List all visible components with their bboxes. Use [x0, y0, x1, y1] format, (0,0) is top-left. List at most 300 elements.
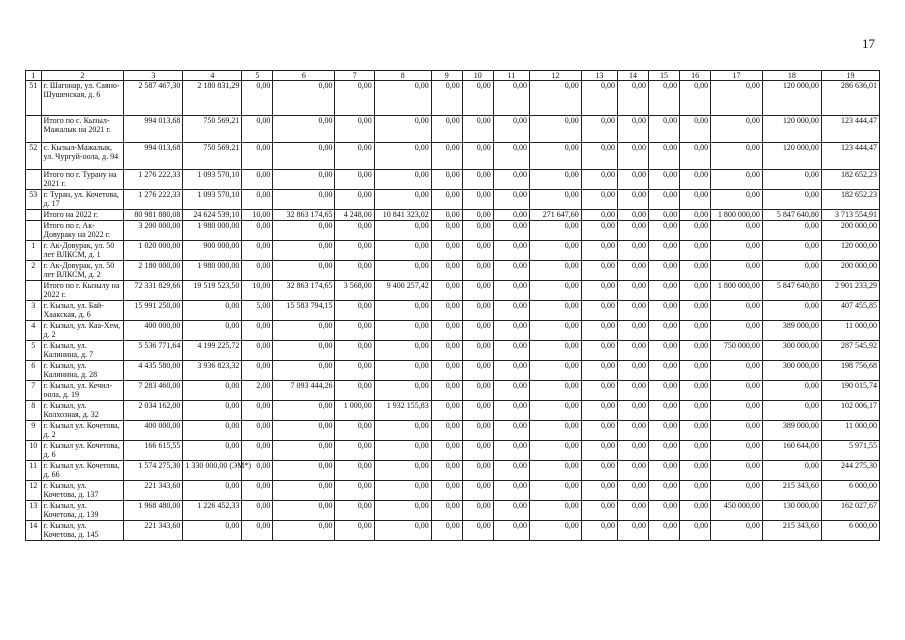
amount-cell: 0,00: [335, 190, 374, 210]
amount-cell: 0,00: [680, 421, 711, 441]
amount-cell: 0,00: [762, 170, 821, 190]
table-row: [26, 301, 880, 321]
amount-cell: 0,00: [493, 501, 529, 521]
column-header: 7: [335, 71, 374, 81]
amount-cell: 0,00: [711, 521, 763, 541]
amount-cell: 0,00: [462, 81, 493, 116]
amount-cell: 0,00: [273, 143, 335, 170]
amount-cell: 0,00: [183, 401, 242, 421]
amount-cell: 0,00: [183, 301, 242, 321]
amount-cell: 0,00: [649, 301, 680, 321]
amount-cell: 0,00: [581, 116, 617, 143]
amount-cell: 0,00: [762, 221, 821, 241]
amount-cell: 0,00: [335, 501, 374, 521]
amount-cell: 10,00: [242, 210, 273, 221]
table-row: [26, 190, 880, 210]
row-number-cell: 10: [26, 441, 42, 461]
amount-cell: 1 330 000,00 (ЭМ*): [183, 461, 242, 481]
amount-cell: 0,00: [711, 441, 763, 461]
amount-cell: 0,00: [462, 441, 493, 461]
amount-cell: 0,00: [242, 501, 273, 521]
amount-cell: 0,00: [581, 210, 617, 221]
amount-cell: 7 283 460,00: [124, 381, 183, 401]
amount-cell: 300 000,00: [762, 361, 821, 381]
amount-cell: 0,00: [374, 361, 431, 381]
table-row: [26, 481, 880, 501]
amount-cell: 0,00: [649, 261, 680, 281]
amount-cell: 0,00: [711, 421, 763, 441]
amount-cell: 0,00: [530, 116, 582, 143]
amount-cell: 0,00: [617, 143, 648, 170]
table-row: [26, 401, 880, 421]
address-cell: г. Ак-Довурак, ул. 50 лет ВЛКСМ, д. 2: [41, 261, 124, 281]
amount-cell: 0,00: [431, 143, 462, 170]
amount-cell: 0,00: [335, 241, 374, 261]
amount-cell: 120 000,00: [762, 143, 821, 170]
amount-cell: 0,00: [530, 501, 582, 521]
table-row: [26, 521, 880, 541]
amount-cell: 0,00: [335, 481, 374, 501]
amount-cell: 0,00: [335, 361, 374, 381]
amount-cell: 0,00: [493, 81, 529, 116]
table-row: [26, 170, 880, 190]
amount-cell: 0,00: [374, 261, 431, 281]
amount-cell: 0,00: [273, 441, 335, 461]
amount-cell: 0,00: [462, 341, 493, 361]
amount-cell: 0,00: [242, 170, 273, 190]
amount-cell: 286 636,01: [821, 81, 879, 116]
amount-cell: 0,00: [711, 116, 763, 143]
amount-cell: 120 000,00: [762, 81, 821, 116]
amount-cell: 0,00: [711, 381, 763, 401]
amount-cell: 9 400 257,42: [374, 281, 431, 301]
amount-cell: 0,00: [581, 321, 617, 341]
table-row: [26, 221, 880, 241]
amount-cell: 166 615,55: [124, 441, 183, 461]
amount-cell: 1 932 155,83: [374, 401, 431, 421]
amount-cell: 0,00: [711, 481, 763, 501]
column-header: 2: [41, 71, 124, 81]
address-cell: г. Кызыл, ул. Кечил-оола, д. 19: [41, 381, 124, 401]
amount-cell: 0,00: [649, 421, 680, 441]
address-cell: г. Кызыл, ул. Бай-Хаакская, д. 6: [41, 301, 124, 321]
amount-cell: 0,00: [762, 301, 821, 321]
amount-cell: 0,00: [242, 401, 273, 421]
column-header: 8: [374, 71, 431, 81]
amount-cell: 0,00: [462, 401, 493, 421]
amount-cell: 0,00: [493, 321, 529, 341]
amount-cell: 15 991 250,00: [124, 301, 183, 321]
amount-cell: 0,00: [493, 361, 529, 381]
amount-cell: 0,00: [530, 401, 582, 421]
amount-cell: 0,00: [530, 221, 582, 241]
amount-cell: 0,00: [680, 361, 711, 381]
address-cell: г. Шагонар, ул. Саяно-Шушенская, д. 6: [41, 81, 124, 116]
amount-cell: 5 971,55: [821, 441, 879, 461]
amount-cell: 0,00: [242, 241, 273, 261]
amount-cell: 0,00: [581, 143, 617, 170]
amount-cell: 0,00: [462, 521, 493, 541]
amount-cell: 0,00: [649, 143, 680, 170]
amount-cell: 0,00: [617, 521, 648, 541]
amount-cell: 0,00: [649, 461, 680, 481]
row-number-cell: 6: [26, 361, 42, 381]
amount-cell: 3 936 823,32: [183, 361, 242, 381]
amount-cell: 200 000,00: [821, 261, 879, 281]
amount-cell: 0,00: [581, 190, 617, 210]
amount-cell: 2 180 000,00: [124, 261, 183, 281]
amount-cell: 0,00: [680, 221, 711, 241]
amount-cell: 0,00: [617, 321, 648, 341]
amount-cell: 3 200 000,00: [124, 221, 183, 241]
amount-cell: 0,00: [374, 501, 431, 521]
amount-cell: 0,00: [680, 170, 711, 190]
amount-cell: 0,00: [335, 81, 374, 116]
amount-cell: 0,00: [762, 241, 821, 261]
amount-cell: 120 000,00: [821, 241, 879, 261]
amount-cell: 0,00: [273, 481, 335, 501]
amount-cell: 0,00: [374, 381, 431, 401]
amount-cell: 0,00: [617, 261, 648, 281]
amount-cell: 0,00: [680, 190, 711, 210]
amount-cell: 15 583 794,15: [273, 301, 335, 321]
amount-cell: 11 000,00: [821, 321, 879, 341]
address-cell: г. Ак-Довурак, ул. 50 лет ВЛКСМ, д. 1: [41, 241, 124, 261]
amount-cell: 0,00: [530, 481, 582, 501]
amount-cell: 0,00: [649, 481, 680, 501]
address-cell: г. Кызыл, ул. Кочетова, д. 139: [41, 501, 124, 521]
amount-cell: 0,00: [273, 321, 335, 341]
amount-cell: 0,00: [431, 481, 462, 501]
amount-cell: 0,00: [493, 301, 529, 321]
amount-cell: 0,00: [273, 261, 335, 281]
amount-cell: 0,00: [335, 143, 374, 170]
amount-cell: 1 226 452,33: [183, 501, 242, 521]
amount-cell: 0,00: [680, 521, 711, 541]
amount-cell: 123 444,47: [821, 143, 879, 170]
amount-cell: 0,00: [273, 190, 335, 210]
amount-cell: 0,00: [617, 361, 648, 381]
row-number-cell: [26, 116, 42, 143]
address-cell: Итого по с. Кызыл-Мажалык на 2021 г.: [41, 116, 124, 143]
amount-cell: 0,00: [530, 361, 582, 381]
row-number-cell: [26, 281, 42, 301]
amount-cell: 0,00: [617, 301, 648, 321]
address-cell: г. Кызыл, ул. Калинина, д. 28: [41, 361, 124, 381]
amount-cell: 0,00: [335, 261, 374, 281]
amount-cell: 5 847 640,80: [762, 281, 821, 301]
amount-cell: 0,00: [242, 461, 273, 481]
amount-cell: 0,00: [680, 381, 711, 401]
amount-cell: 80 981 880,08: [124, 210, 183, 221]
amount-cell: 0,00: [617, 401, 648, 421]
amount-cell: 0,00: [711, 241, 763, 261]
amount-cell: 0,00: [762, 381, 821, 401]
row-number-cell: 12: [26, 481, 42, 501]
amount-cell: 0,00: [431, 521, 462, 541]
amount-cell: 0,00: [493, 441, 529, 461]
amount-cell: 1 000,00: [335, 401, 374, 421]
amount-cell: 0,00: [462, 421, 493, 441]
row-number-cell: 8: [26, 401, 42, 421]
address-cell: г. Кызыл, ул. Калинина, д. 7: [41, 341, 124, 361]
amount-cell: 0,00: [273, 521, 335, 541]
amount-cell: 0,00: [431, 381, 462, 401]
amount-cell: 0,00: [431, 341, 462, 361]
amount-cell: 0,00: [183, 321, 242, 341]
amount-cell: 0,00: [493, 221, 529, 241]
amount-cell: 160 644,00: [762, 441, 821, 461]
amount-cell: 5,00: [242, 301, 273, 321]
amount-cell: 0,00: [581, 481, 617, 501]
amount-cell: 0,00: [493, 421, 529, 441]
amount-cell: 221 343,60: [124, 481, 183, 501]
amount-cell: 1 968 480,00: [124, 501, 183, 521]
amount-cell: 1 276 222,33: [124, 190, 183, 210]
amount-cell: 0,00: [335, 341, 374, 361]
amount-cell: 0,00: [273, 81, 335, 116]
address-cell: г. Кызыл ул. Кочетова, д. 2: [41, 421, 124, 441]
amount-cell: 0,00: [530, 190, 582, 210]
amount-cell: 0,00: [711, 301, 763, 321]
amount-cell: 0,00: [680, 441, 711, 461]
amount-cell: 0,00: [374, 301, 431, 321]
amount-cell: 0,00: [335, 421, 374, 441]
address-cell: с. Кызыл-Мажалык, ул. Чургуй-оола, д. 94: [41, 143, 124, 170]
table-row: [26, 341, 880, 361]
amount-cell: 0,00: [431, 170, 462, 190]
amount-cell: 0,00: [335, 321, 374, 341]
row-number-cell: 5: [26, 341, 42, 361]
amount-cell: 0,00: [617, 281, 648, 301]
amount-cell: 120 000,00: [762, 116, 821, 143]
amount-cell: 0,00: [431, 401, 462, 421]
amount-cell: 0,00: [711, 261, 763, 281]
amount-cell: 0,00: [581, 521, 617, 541]
amount-cell: 198 756,68: [821, 361, 879, 381]
amount-cell: 0,00: [493, 261, 529, 281]
amount-cell: 0,00: [431, 221, 462, 241]
amount-cell: 0,00: [374, 481, 431, 501]
amount-cell: 0,00: [335, 381, 374, 401]
amount-cell: 0,00: [649, 241, 680, 261]
amount-cell: 19 519 523,50: [183, 281, 242, 301]
amount-cell: 0,00: [680, 116, 711, 143]
amount-cell: 0,00: [617, 116, 648, 143]
amount-cell: 0,00: [530, 441, 582, 461]
amount-cell: 7 093 444,26: [273, 381, 335, 401]
amount-cell: 0,00: [462, 241, 493, 261]
amount-cell: 0,00: [530, 461, 582, 481]
column-header: 15: [649, 71, 680, 81]
amount-cell: 0,00: [581, 221, 617, 241]
address-cell: г. Кызыл ул. Кочетова, д. 6: [41, 441, 124, 461]
row-number-cell: 11: [26, 461, 42, 481]
amount-cell: 6 000,00: [821, 521, 879, 541]
amount-cell: 0,00: [649, 501, 680, 521]
amount-cell: 4 248,00: [335, 210, 374, 221]
amount-cell: 0,00: [374, 241, 431, 261]
table-row: [26, 210, 880, 221]
amount-cell: 0,00: [711, 461, 763, 481]
address-cell: г. Туран, ул. Кочетова, д. 17: [41, 190, 124, 210]
amount-cell: 0,00: [493, 210, 529, 221]
column-header: 12: [530, 71, 582, 81]
amount-cell: 1 800 000,00: [711, 281, 763, 301]
amount-cell: 0,00: [581, 401, 617, 421]
amount-cell: 0,00: [680, 461, 711, 481]
amount-cell: 0,00: [183, 381, 242, 401]
column-header: 11: [493, 71, 529, 81]
amount-cell: 0,00: [581, 501, 617, 521]
amount-cell: 10,00: [242, 281, 273, 301]
amount-cell: 0,00: [581, 381, 617, 401]
amount-cell: 0,00: [431, 81, 462, 116]
amount-cell: 400 000,00: [124, 421, 183, 441]
amount-cell: 0,00: [462, 321, 493, 341]
amount-cell: 215 343,60: [762, 521, 821, 541]
amount-cell: 0,00: [649, 321, 680, 341]
column-header: 9: [431, 71, 462, 81]
amount-cell: 2,00: [242, 381, 273, 401]
row-number-cell: 3: [26, 301, 42, 321]
amount-cell: 0,00: [273, 461, 335, 481]
amount-cell: 0,00: [680, 143, 711, 170]
amount-cell: 221 343,60: [124, 521, 183, 541]
amount-cell: 0,00: [711, 190, 763, 210]
amount-cell: 0,00: [680, 481, 711, 501]
row-number-cell: 53: [26, 190, 42, 210]
amount-cell: 24 624 539,10: [183, 210, 242, 221]
amount-cell: 1 980 000,00: [183, 221, 242, 241]
amount-cell: 5 536 771,64: [124, 341, 183, 361]
amount-cell: 0,00: [431, 301, 462, 321]
amount-cell: 0,00: [581, 301, 617, 321]
amount-cell: 0,00: [762, 461, 821, 481]
column-header: 5: [242, 71, 273, 81]
row-number-cell: [26, 170, 42, 190]
amount-cell: 0,00: [530, 241, 582, 261]
amount-cell: 0,00: [242, 143, 273, 170]
amount-cell: 0,00: [374, 461, 431, 481]
amount-cell: 1 276 222,33: [124, 170, 183, 190]
amount-cell: 102 006,17: [821, 401, 879, 421]
amount-cell: 400 000,00: [124, 321, 183, 341]
amount-cell: 0,00: [242, 190, 273, 210]
amount-cell: 0,00: [462, 301, 493, 321]
amount-cell: 2 587 467,30: [124, 81, 183, 116]
amount-cell: 0,00: [374, 321, 431, 341]
amount-cell: 0,00: [680, 281, 711, 301]
amount-cell: 300 000,00: [762, 341, 821, 361]
amount-cell: 0,00: [462, 261, 493, 281]
amount-cell: 0,00: [680, 241, 711, 261]
address-cell: Итого по г. Турану на 2021 г.: [41, 170, 124, 190]
amount-cell: 0,00: [273, 116, 335, 143]
row-number-cell: 14: [26, 521, 42, 541]
amount-cell: 0,00: [242, 116, 273, 143]
address-cell: г. Кызыл ул. Кочетова, д. 66: [41, 461, 124, 481]
row-number-cell: 13: [26, 501, 42, 521]
address-cell: г. Кызыл, ул. Каа-Хем, д. 2: [41, 321, 124, 341]
amount-cell: 0,00: [493, 170, 529, 190]
amount-cell: 0,00: [242, 521, 273, 541]
amount-cell: 0,00: [335, 301, 374, 321]
amount-cell: 0,00: [462, 361, 493, 381]
column-header: 10: [462, 71, 493, 81]
amount-cell: 0,00: [617, 221, 648, 241]
column-header: 4: [183, 71, 242, 81]
amount-cell: 0,00: [680, 261, 711, 281]
amount-cell: 0,00: [762, 261, 821, 281]
amount-cell: 0,00: [581, 341, 617, 361]
amount-cell: 3 713 554,91: [821, 210, 879, 221]
amount-cell: 0,00: [581, 441, 617, 461]
amount-cell: 0,00: [462, 381, 493, 401]
column-header: 13: [581, 71, 617, 81]
amount-cell: 0,00: [431, 116, 462, 143]
column-header: 18: [762, 71, 821, 81]
amount-cell: 0,00: [711, 321, 763, 341]
amount-cell: 0,00: [431, 501, 462, 521]
amount-cell: 0,00: [649, 116, 680, 143]
amount-cell: 407 455,85: [821, 301, 879, 321]
amount-cell: 6 000,00: [821, 481, 879, 501]
amount-cell: 0,00: [680, 321, 711, 341]
amount-cell: 0,00: [649, 281, 680, 301]
amount-cell: 0,00: [649, 210, 680, 221]
amount-cell: 0,00: [493, 461, 529, 481]
amount-cell: 0,00: [530, 341, 582, 361]
row-number-cell: 1: [26, 241, 42, 261]
table-row: [26, 81, 880, 116]
amount-cell: 0,00: [530, 281, 582, 301]
amount-cell: 0,00: [242, 421, 273, 441]
table-row: [26, 261, 880, 281]
amount-cell: 0,00: [617, 381, 648, 401]
amount-cell: 0,00: [273, 241, 335, 261]
amount-cell: 0,00: [617, 341, 648, 361]
amount-cell: 0,00: [581, 361, 617, 381]
amount-cell: 1 800 000,00: [711, 210, 763, 221]
amount-cell: 750 000,00: [711, 341, 763, 361]
amount-cell: 130 000,00: [762, 501, 821, 521]
amount-cell: 0,00: [530, 421, 582, 441]
column-header: 17: [711, 71, 763, 81]
amount-cell: 0,00: [431, 321, 462, 341]
amount-cell: 72 331 829,66: [124, 281, 183, 301]
row-number-cell: 7: [26, 381, 42, 401]
amount-cell: 0,00: [462, 501, 493, 521]
amount-cell: 0,00: [617, 481, 648, 501]
amount-cell: 0,00: [493, 281, 529, 301]
amount-cell: 2 901 233,29: [821, 281, 879, 301]
amount-cell: 0,00: [374, 116, 431, 143]
column-header: 3: [124, 71, 183, 81]
table-row: [26, 281, 880, 301]
amount-cell: 0,00: [242, 361, 273, 381]
amount-cell: 1 980 000,00: [183, 261, 242, 281]
amount-cell: 0,00: [242, 221, 273, 241]
amount-cell: 1 093 570,10: [183, 170, 242, 190]
table-header-row: [26, 71, 880, 81]
amount-cell: 0,00: [493, 481, 529, 501]
amount-cell: 0,00: [649, 221, 680, 241]
amount-cell: 0,00: [493, 401, 529, 421]
amount-cell: 0,00: [335, 461, 374, 481]
amount-cell: 0,00: [530, 521, 582, 541]
table-row: [26, 143, 880, 170]
